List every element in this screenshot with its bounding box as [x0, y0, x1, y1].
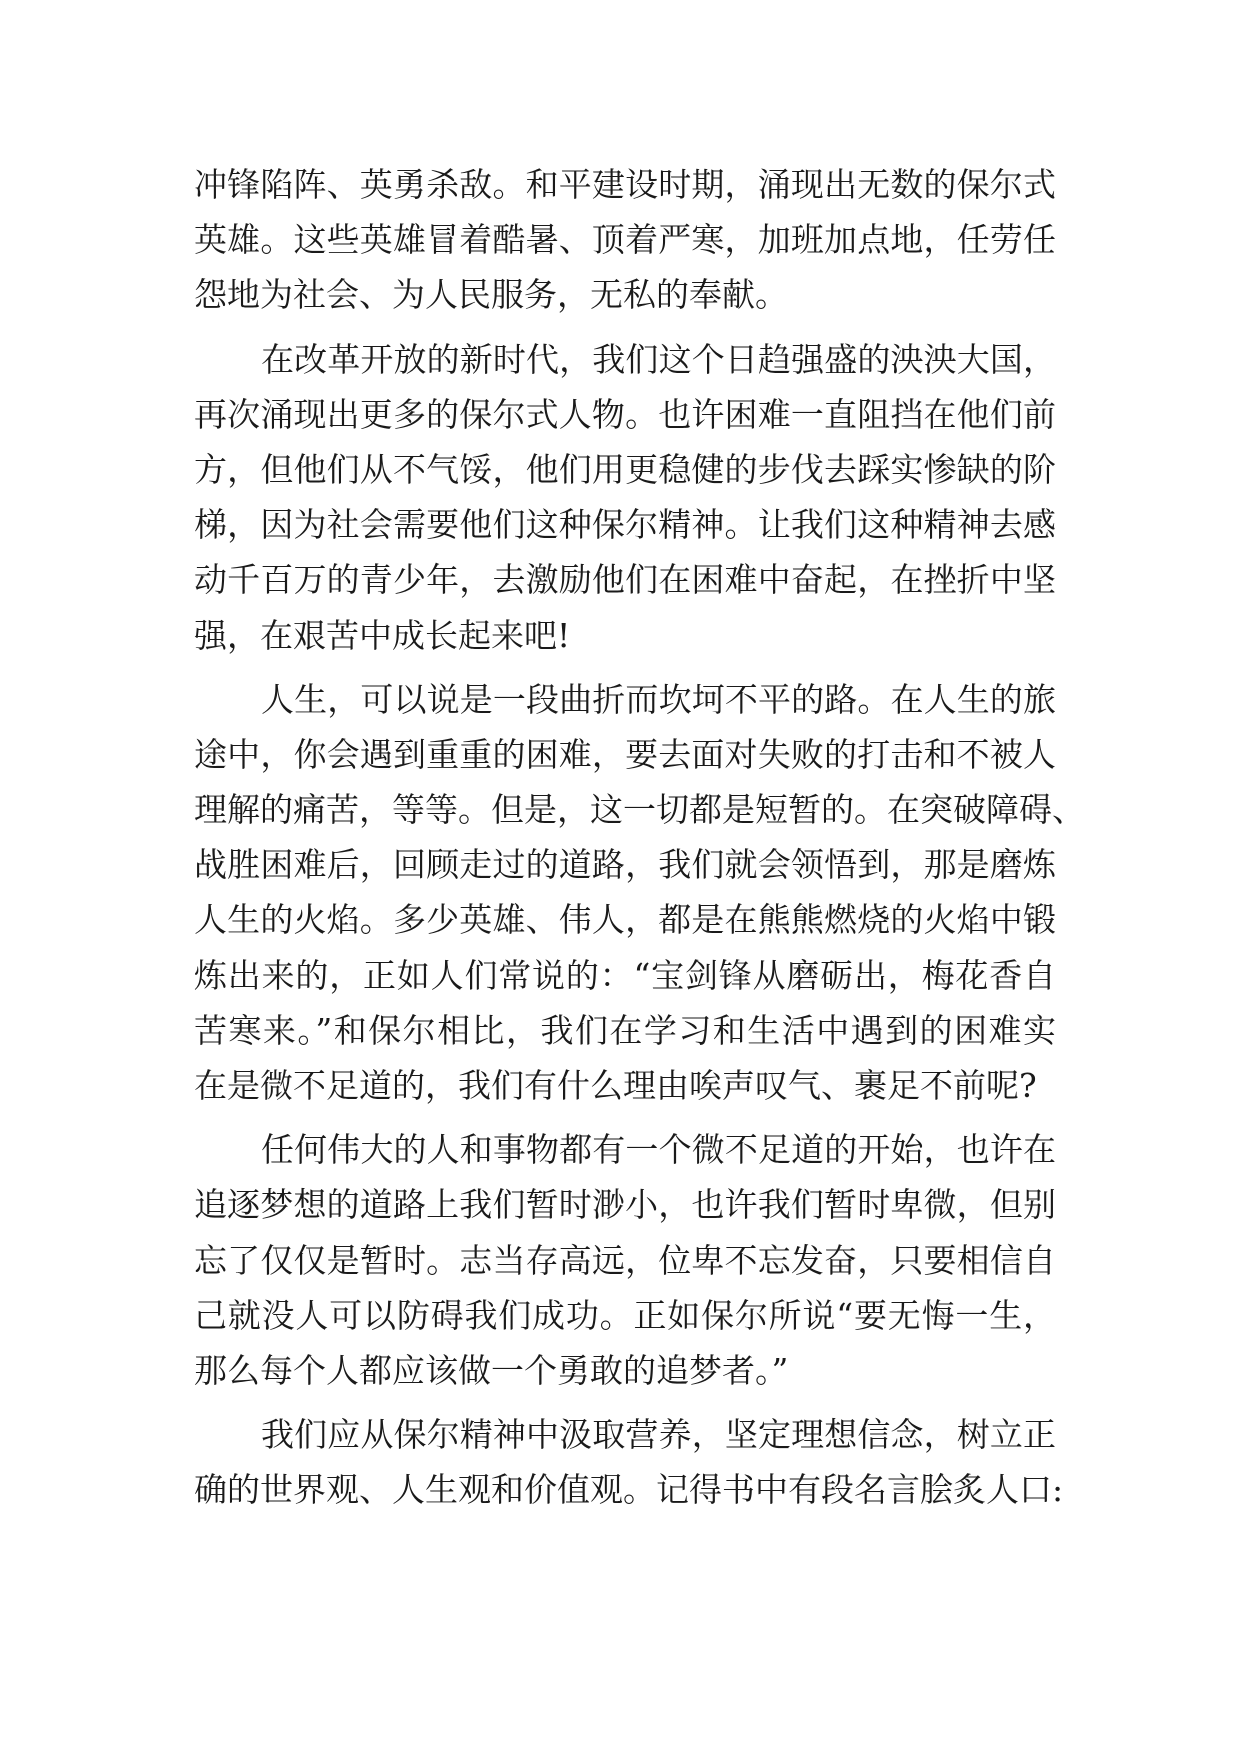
text-line: 途中，你会遇到重重的困难，要去面对失败的打击和不被人: [194, 734, 1056, 774]
text-line: 强，在艰苦中成长起来吧!: [194, 615, 571, 655]
text-line: 炼出来的，正如人们常说的：“宝剑锋从磨砺出，梅花香自: [194, 955, 1056, 995]
text-line: 战胜困难后，回顾走过的道路，我们就会领悟到，那是磨炼: [194, 845, 1056, 885]
text-line: 理解的痛苦，等等。但是，这一切都是短暂的。在突破障碍、: [194, 790, 1085, 830]
text-line: 人生的火焰。多少英雄、伟人，都是在熊熊燃烧的火焰中锻: [194, 900, 1056, 940]
text-line: 我们应从保尔精神中汲取营养，坚定理想信念，树立正: [261, 1415, 1056, 1455]
body-text: [194, 157, 1085, 1518]
text-line: 在改革开放的新时代，我们这个日趋强盛的泱泱大国，: [261, 339, 1056, 379]
paragraph-2: [194, 332, 1056, 663]
text-line: 再次涌现出更多的保尔式人物。也许困难一直阻挡在他们前: [194, 394, 1056, 434]
text-line: 确的世界观、人生观和价值观。记得书中有段名言脍炙人口:: [194, 1470, 1064, 1510]
paragraph-4: [194, 1122, 1056, 1398]
text-line: 苦寒来。”和保尔相比，我们在学习和生活中遇到的困难实: [194, 1010, 1056, 1050]
text-line: 忘了仅仅是暂时。志当存高远，位卑不忘发奋，只要相信自: [194, 1240, 1056, 1280]
text-line: 人生，可以说是一段曲折而坎坷不平的路。在人生的旅: [261, 679, 1056, 719]
text-line: 在是微不足道的，我们有什么理由唉声叹气、裹足不前呢?: [194, 1066, 1037, 1105]
text-line: 怨地为社会、为人民服务，无私的奉献。: [194, 275, 788, 315]
text-line: 英雄。这些英雄冒着酷暑、顶着严寒，加班加点地，任劳任: [194, 220, 1056, 260]
text-line: 冲锋陷阵、英勇杀敌。和平建设时期，涌现出无数的保尔式: [194, 165, 1056, 204]
text-line: 方，但他们从不气馁，他们用更稳健的步伐去踩实惨缺的阶: [194, 449, 1056, 489]
text-line: 动千百万的青少年，去激励他们在困难中奋起，在挫折中坚: [194, 560, 1056, 600]
text-line: 梯，因为社会需要他们这种保尔精神。让我们这种精神去感: [194, 505, 1056, 545]
paragraph-1: [194, 157, 1056, 323]
text-line: 追逐梦想的道路上我们暂时渺小，也许我们暂时卑微，但别: [194, 1185, 1056, 1225]
paragraph-5: [194, 1407, 1064, 1517]
text-line: 那么每个人都应该做一个勇敢的追梦者。”: [194, 1350, 789, 1390]
text-line: 任何伟大的人和事物都有一个微不足道的开始，也许在: [261, 1130, 1056, 1170]
paragraph-3: [194, 672, 1085, 1114]
text-line: 己就没人可以防碍我们成功。正如保尔所说“要无悔一生，: [194, 1295, 1056, 1335]
